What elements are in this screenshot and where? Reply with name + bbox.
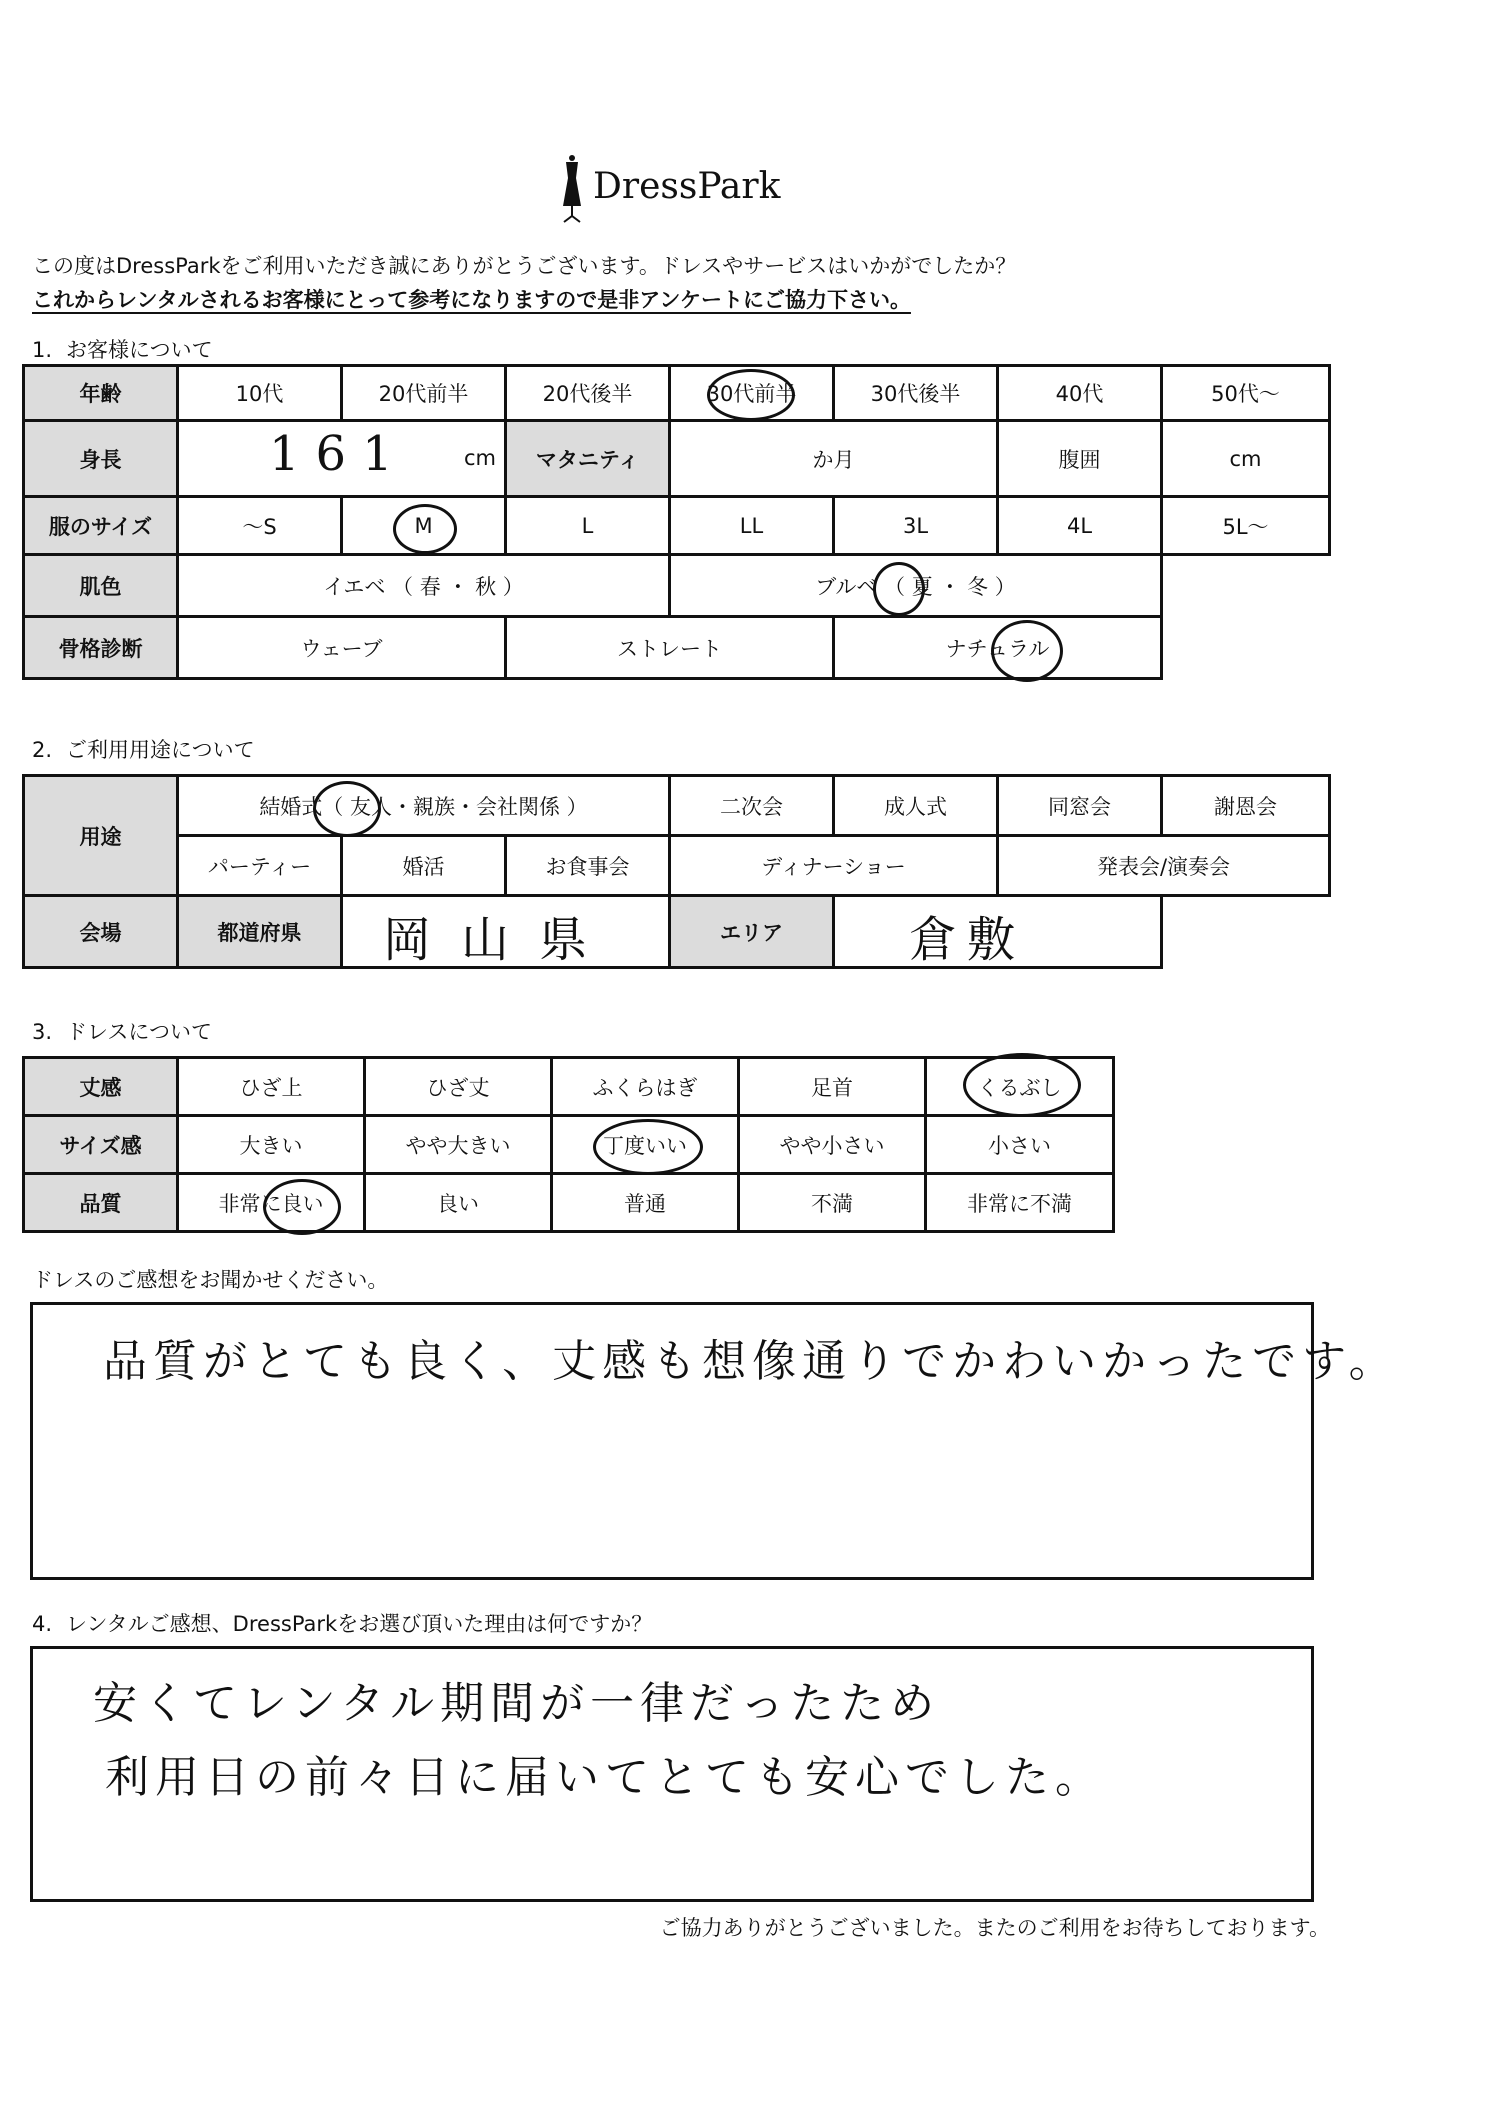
reason-box[interactable] <box>30 1646 1314 1902</box>
height-value: 161 <box>269 426 409 482</box>
intro-text: この度はDressParkをご利用いただき誠にありがとうございます。ドレスやサービスはいかがでしたか？ <box>32 254 1017 278</box>
frame-option[interactable]: ウェーブ <box>178 617 506 679</box>
fit-option[interactable]: やや小さい <box>739 1116 926 1174</box>
purpose-option[interactable]: 婚活 <box>342 836 506 896</box>
fit-label: サイズ感 <box>24 1116 178 1174</box>
age-option-selected[interactable] <box>670 366 834 421</box>
purpose-option[interactable]: 謝恩会 <box>1162 776 1330 836</box>
fit-option[interactable]: やや大きい <box>365 1116 552 1174</box>
waist-unit: cm <box>1229 446 1262 471</box>
skin-label: 肌色 <box>24 555 178 617</box>
selection-circle <box>963 1053 1081 1117</box>
fit-row <box>24 1116 1114 1174</box>
age-row <box>24 366 1330 421</box>
wedding-text: 結婚式（ 友人・親族・会社関係 ） <box>259 794 588 819</box>
wedding-option[interactable] <box>178 776 670 836</box>
fit-option-selected[interactable] <box>552 1116 739 1174</box>
venue-label: 会場 <box>24 896 178 968</box>
size-option[interactable]: 3L <box>834 497 998 555</box>
prefecture-label: 都道府県 <box>178 896 342 968</box>
age-option[interactable]: 50代～ <box>1162 366 1330 421</box>
size-option-text: M <box>414 513 433 538</box>
section-number: 2. <box>32 738 53 762</box>
quality-option[interactable]: 普通 <box>552 1174 739 1232</box>
age-option[interactable]: 20代前半 <box>342 366 506 421</box>
reason-line-2: 利用日の前々日に届いてとても安心でした。 <box>105 1752 1105 1803</box>
selection-circle <box>873 562 925 616</box>
size-option[interactable]: 5L～ <box>1162 497 1330 555</box>
purpose-row-2 <box>24 836 1330 896</box>
reason-line-1: 安くてレンタル期間が一律だったため <box>93 1678 941 1729</box>
height-field[interactable] <box>178 421 506 497</box>
section-number: 4. <box>32 1612 53 1636</box>
size-option[interactable]: L <box>506 497 670 555</box>
fit-option-text: 丁度いい <box>603 1133 687 1158</box>
fit-option[interactable]: 小さい <box>926 1116 1114 1174</box>
length-row <box>24 1058 1114 1116</box>
frame-option[interactable]: ストレート <box>506 617 834 679</box>
height-label: 身長 <box>24 421 178 497</box>
customer-table <box>22 364 1331 680</box>
selection-circle <box>991 620 1063 682</box>
selection-circle <box>593 1119 703 1175</box>
fit-option[interactable]: 大きい <box>178 1116 365 1174</box>
size-option-selected[interactable] <box>342 497 506 555</box>
dress-form-icon <box>557 154 587 226</box>
purpose-option[interactable]: 発表会/演奏会 <box>998 836 1330 896</box>
impression-prompt: ドレスのご感想をお聞かせください。 <box>32 1268 389 1292</box>
quality-option[interactable]: 良い <box>365 1174 552 1232</box>
size-option[interactable]: ～S <box>178 497 342 555</box>
quality-option[interactable]: 不満 <box>739 1174 926 1232</box>
purpose-label: 用途 <box>24 776 178 896</box>
quality-label: 品質 <box>24 1174 178 1232</box>
section-number: 3. <box>32 1020 53 1044</box>
purpose-option[interactable]: パーティー <box>178 836 342 896</box>
age-label: 年齢 <box>24 366 178 421</box>
length-option[interactable]: 足首 <box>739 1058 926 1116</box>
area-label: エリア <box>670 896 834 968</box>
height-row <box>24 421 1330 497</box>
impression-box[interactable] <box>30 1302 1399 1580</box>
age-option[interactable]: 40代 <box>998 366 1162 421</box>
purpose-option[interactable]: 成人式 <box>834 776 998 836</box>
frame-label: 骨格診断 <box>24 617 178 679</box>
quality-option-text: 非常に良い <box>218 1191 324 1216</box>
maternity-label: マタニティ <box>506 421 670 497</box>
area-field[interactable] <box>834 896 1162 968</box>
section1-heading <box>32 334 213 364</box>
section4-heading <box>32 1608 652 1638</box>
usage-table <box>22 774 1331 969</box>
length-option[interactable]: ひざ丈 <box>365 1058 552 1116</box>
prefecture-field[interactable] <box>342 896 670 968</box>
height-unit: cm <box>463 446 496 470</box>
skin-blue-text: ブルベ （ 夏 ・ 冬 ） <box>815 574 1016 599</box>
size-row <box>24 497 1330 555</box>
section-title: レンタルご感想、DressParkをお選び頂いた理由は何ですか？ <box>66 1612 653 1636</box>
length-option-selected[interactable] <box>926 1058 1114 1116</box>
section-title: ドレスについて <box>66 1020 212 1044</box>
purpose-option[interactable]: ディナーショー <box>670 836 998 896</box>
waist-field[interactable] <box>1162 421 1330 497</box>
length-label: 丈感 <box>24 1058 178 1116</box>
size-option[interactable]: LL <box>670 497 834 555</box>
purpose-option[interactable]: お食事会 <box>506 836 670 896</box>
purpose-row-1 <box>24 776 1330 836</box>
area-value: 倉敷 <box>909 912 1026 968</box>
selection-circle <box>393 504 457 554</box>
quality-option-selected[interactable] <box>178 1174 365 1232</box>
section2-heading <box>32 734 255 764</box>
section-title: お客様について <box>66 338 213 362</box>
maternity-unit: か月 <box>812 447 855 472</box>
venue-row <box>24 896 1330 968</box>
maternity-field[interactable] <box>670 421 998 497</box>
section-number: 1. <box>32 338 53 362</box>
age-option[interactable]: 10代 <box>178 366 342 421</box>
frame-row <box>24 617 1330 679</box>
selection-circle <box>313 781 381 837</box>
footer-thanks: ご協力ありがとうございました。またのご利用をお待ちしております。 <box>659 1916 1330 1940</box>
skin-yellow-option[interactable]: イエベ （ 春 ・ 秋 ） <box>178 555 670 617</box>
section3-heading <box>32 1016 212 1046</box>
purpose-option[interactable]: 同窓会 <box>998 776 1162 836</box>
length-option-text: くるぶし <box>977 1075 1062 1100</box>
age-option-text: 30代前半 <box>706 382 797 406</box>
age-option[interactable]: 20代後半 <box>506 366 670 421</box>
size-option[interactable]: 4L <box>998 497 1162 555</box>
purpose-option[interactable]: 二次会 <box>670 776 834 836</box>
size-label: 服のサイズ <box>24 497 178 555</box>
quality-row <box>24 1174 1114 1232</box>
brand-name: DressPark <box>593 166 781 207</box>
age-option[interactable]: 30代後半 <box>834 366 998 421</box>
frame-option-selected[interactable] <box>834 617 1162 679</box>
dress-table <box>22 1056 1115 1233</box>
selection-circle <box>707 369 795 421</box>
intro-request: これからレンタルされるお客様にとって参考になりますので是非アンケートにご協力下さい。 <box>32 288 911 312</box>
impression-text: 品質がとても良く、丈感も想像通りでかわいかったです。 <box>103 1336 1399 1387</box>
dresspark-logo <box>555 150 795 230</box>
quality-option[interactable]: 非常に不満 <box>926 1174 1114 1232</box>
frame-option-text: ナチュラル <box>945 636 1050 661</box>
skin-row <box>24 555 1330 617</box>
section-title: ご利用用途について <box>66 738 255 762</box>
length-option[interactable]: ふくらはぎ <box>552 1058 739 1116</box>
selection-circle <box>263 1179 341 1235</box>
skin-blue-option[interactable] <box>670 555 1162 617</box>
waist-label: 腹囲 <box>998 421 1162 497</box>
length-option[interactable]: ひざ上 <box>178 1058 365 1116</box>
prefecture-value: 岡山県 <box>383 912 618 968</box>
